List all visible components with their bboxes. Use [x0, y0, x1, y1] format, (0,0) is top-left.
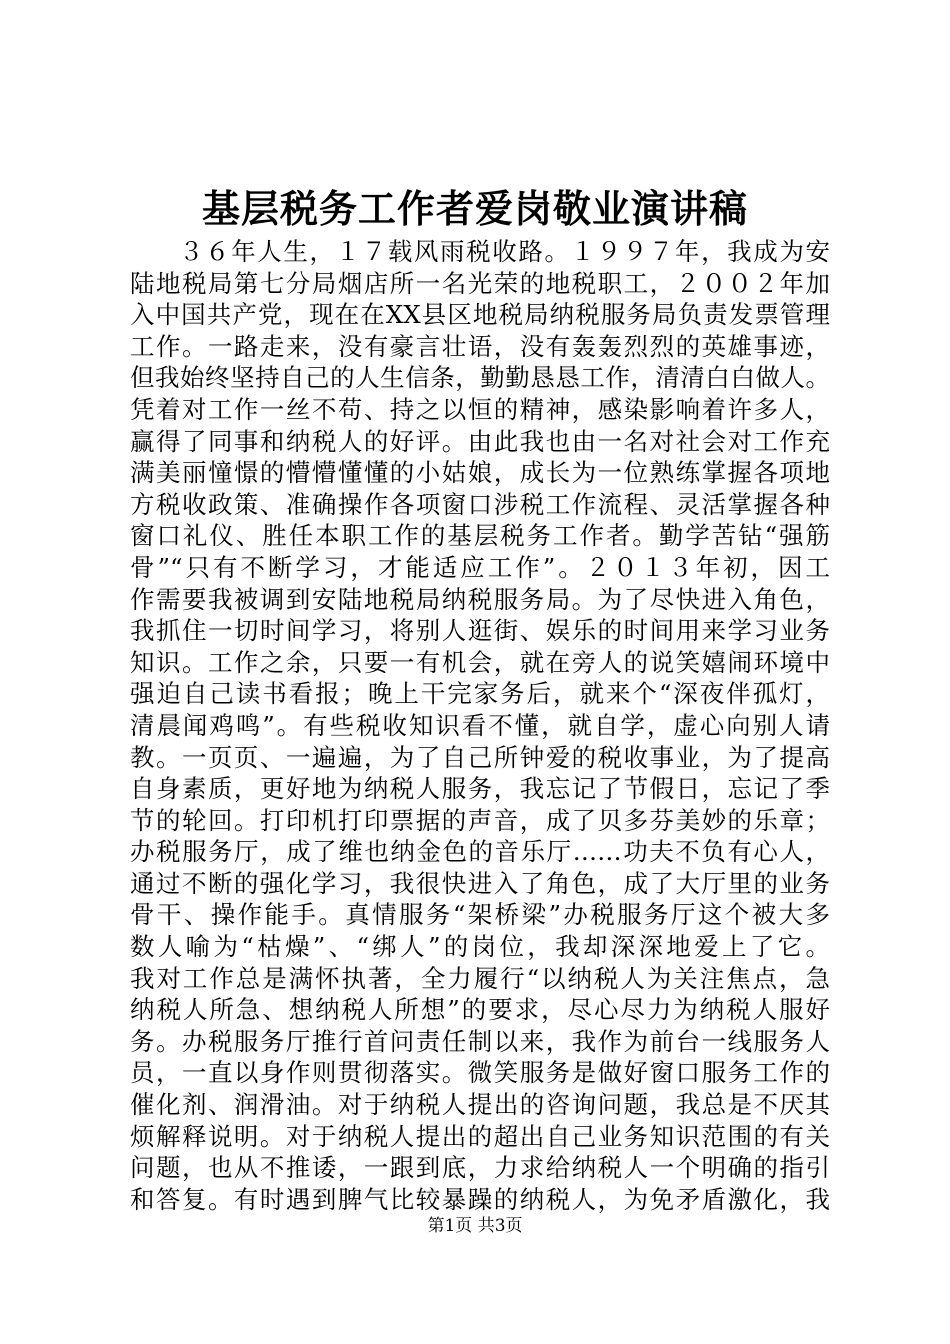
body-line: 我对工作总是满怀执著，全力履行“以纳税人为关注焦点，急: [130, 963, 830, 993]
body-line: 入中国共产党，现在在XX县区地税局纳税服务局负责发票管理: [130, 300, 830, 330]
body-line: 数人喻为“枯燥”、“绑人”的岗位，我却深深地爱上了它。: [130, 932, 830, 962]
body-line: 方税收政策、准确操作各项窗口涉税工作流程、灵活掌握各种: [130, 489, 830, 519]
body-line: 凭着对工作一丝不苟、持之以恒的精神，感染影响着许多人，: [130, 394, 830, 424]
body-line: 办税服务厅，成了维也纳金色的音乐厅……功夫不负有心人，: [130, 837, 830, 867]
body-line: ３６年人生，１７载风雨税收路。１９９７年，我成为安: [179, 237, 830, 266]
body-line: 陆地税局第七分局烟店所一名光荣的地税职工，２００２年加: [130, 268, 830, 298]
body-line: 员，一直以身作则贯彻落实。微笑服务是做好窗口服务工作的: [130, 1058, 830, 1088]
body-line: 和答复。有时遇到脾气比较暴躁的纳税人，为免矛盾激化，我: [130, 1184, 830, 1214]
body-line: 作需要我被调到安陆地税局纳税服务局。为了尽快进入角色，: [130, 584, 830, 614]
body-line: 节的轮回。打印机打印票据的声音，成了贝多芬美妙的乐章；: [130, 805, 830, 835]
body-line: 问题，也从不推诿，一跟到底，力求给纳税人一个明确的指引: [130, 1153, 830, 1183]
body-line: 教。一页页、一遍遍，为了自己所钟爱的税收事业，为了提高: [130, 742, 830, 772]
body-line: 务。办税服务厅推行首问责任制以来，我作为前台一线服务人: [130, 1026, 830, 1056]
body-line: 窗口礼仪、胜任本职工作的基层税务工作者。勤学苦钻“强筋: [130, 521, 830, 551]
body-line: 知识。工作之余，只要一有机会，就在旁人的说笑嬉闹环境中: [130, 647, 830, 677]
body-line: 清晨闻鸡鸣”。有些税收知识看不懂，就自学，虚心向别人请: [130, 710, 830, 740]
body-line: 但我始终坚持自己的人生信条，勤勤恳恳工作，清清白白做人。: [130, 363, 830, 393]
body-line: 自身素质，更好地为纳税人服务，我忘记了节假日，忘记了季: [130, 774, 830, 804]
body-line: 纳税人所急、想纳税人所想”的要求，尽心尽力为纳税人服好: [130, 995, 830, 1025]
body-line: 赢得了同事和纳税人的好评。由此我也由一名对社会对工作充: [130, 426, 830, 456]
body-line: 我抓住一切时间学习，将别人逛街、娱乐的时间用来学习业务: [130, 616, 830, 646]
body-line: 满美丽憧憬的懵懵懂懂的小姑娘，成长为一位熟练掌握各项地: [130, 458, 830, 488]
body-line: 催化剂、润滑油。对于纳税人提出的咨询问题，我总是不厌其: [130, 1090, 830, 1120]
document-title: 基层税务工作者爱岗敬业演讲稿: [201, 186, 748, 231]
body-line: 烦解释说明。对于纳税人提出的超出自己业务知识范围的有关: [130, 1121, 830, 1151]
page-footer: 第1页 共3页: [427, 1216, 523, 1236]
body-line: 骨”“只有不断学习，才能适应工作”。２０１３年初，因工: [130, 552, 830, 582]
body-line: 工作。一路走来，没有豪言壮语，没有轰轰烈烈的英雄事迹，: [130, 331, 830, 361]
body-line: 通过不断的强化学习，我很快进入了角色，成了大厅里的业务: [130, 868, 830, 898]
body-line: 强迫自己读书看报；晚上干完家务后，就来个“深夜伴孤灯，: [130, 679, 830, 709]
body-line: 骨干、操作能手。真情服务“架桥梁”办税服务厅这个被大多: [130, 900, 830, 930]
body-text: [130, 236, 830, 1215]
